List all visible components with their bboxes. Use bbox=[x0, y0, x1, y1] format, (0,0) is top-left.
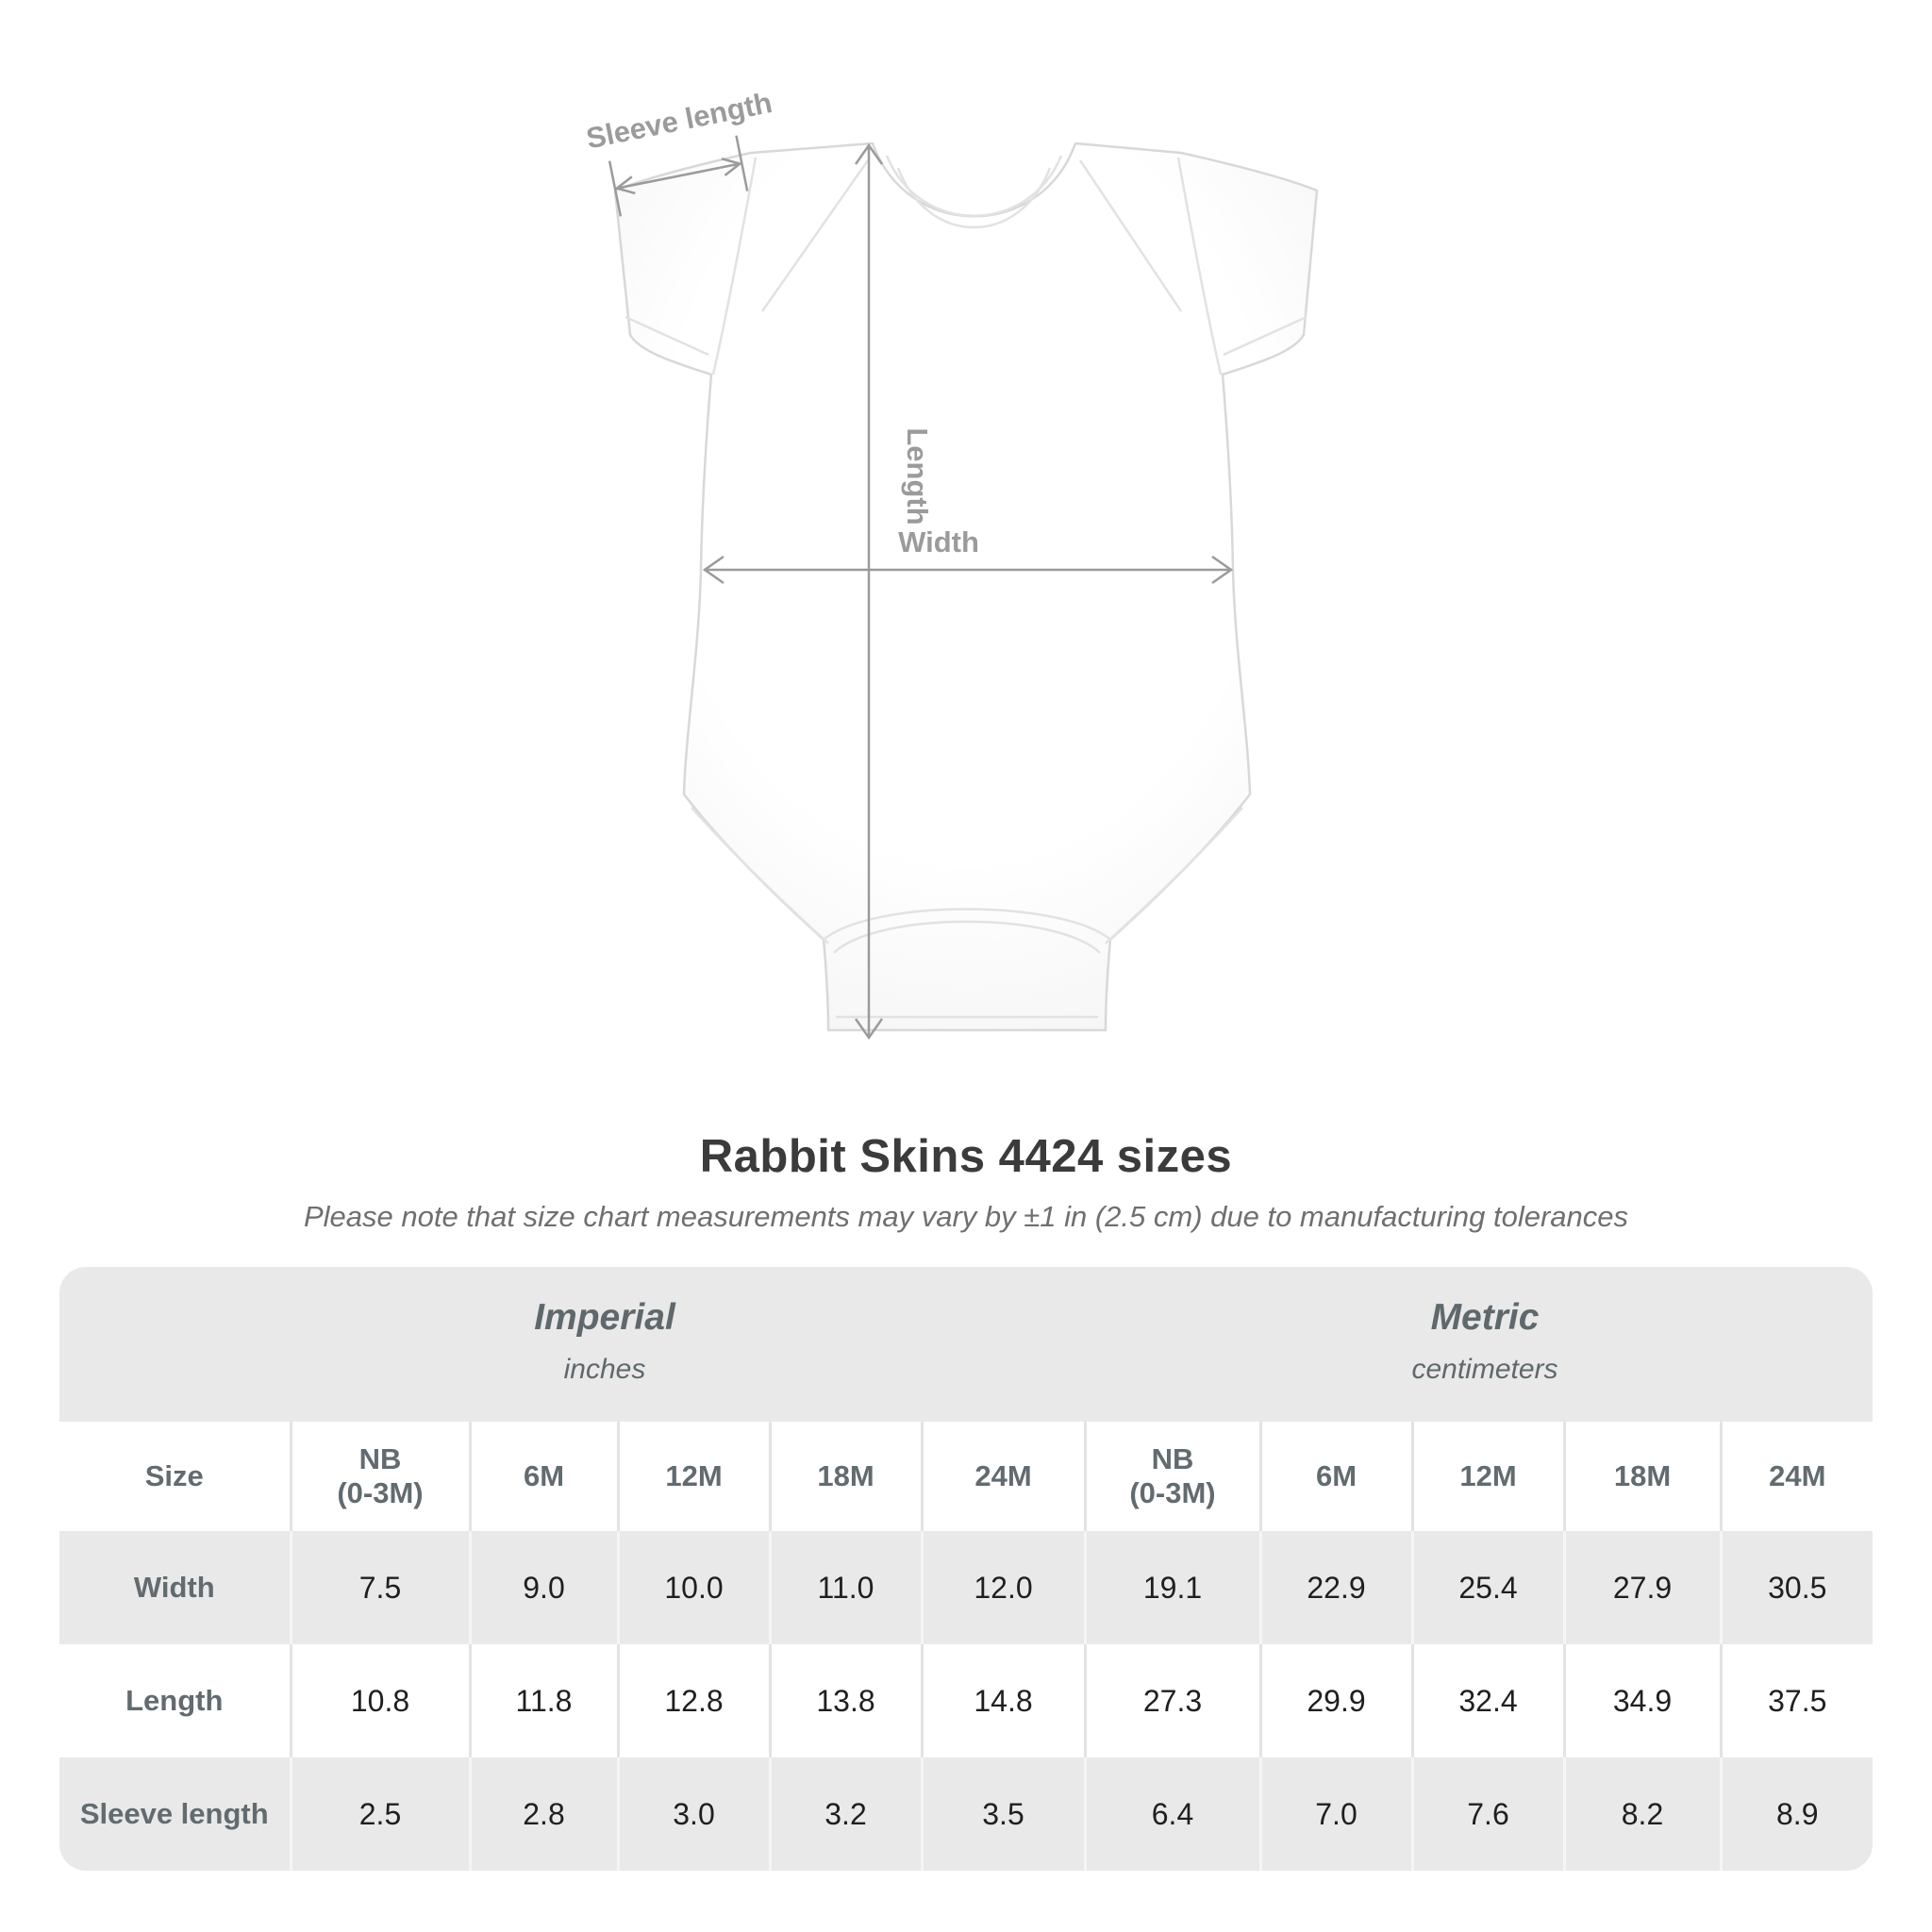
size-header-cell: 12M bbox=[1412, 1422, 1564, 1531]
value-cell: 9.0 bbox=[470, 1531, 618, 1644]
metric-group-header bbox=[1411, 1297, 1557, 1386]
value-cell: 27.9 bbox=[1564, 1531, 1721, 1644]
size-header-row bbox=[59, 1422, 1873, 1531]
length-label: Length bbox=[901, 427, 934, 525]
imperial-label: Imperial bbox=[534, 1297, 675, 1338]
value-cell: 12.0 bbox=[922, 1531, 1085, 1644]
row-label: Length bbox=[59, 1644, 291, 1757]
row-label: Width bbox=[59, 1531, 291, 1644]
page-title: Rabbit Skins 4424 sizes bbox=[699, 1131, 1233, 1182]
size-nb-range: (0-3M) bbox=[337, 1476, 424, 1509]
row-length bbox=[59, 1644, 1873, 1757]
size-header-cell: 18M bbox=[770, 1422, 922, 1531]
value-cell: 3.0 bbox=[618, 1757, 770, 1871]
size-header-cell: 12M bbox=[618, 1422, 770, 1531]
size-header-cell bbox=[1085, 1422, 1260, 1531]
value-cell: 34.9 bbox=[1564, 1644, 1721, 1757]
value-cell: 7.5 bbox=[291, 1531, 470, 1644]
value-cell: 19.1 bbox=[1085, 1531, 1260, 1644]
value-cell: 22.9 bbox=[1260, 1531, 1412, 1644]
value-cell: 3.2 bbox=[770, 1757, 922, 1871]
size-header-cell: 6M bbox=[470, 1422, 618, 1531]
size-header-cell: 18M bbox=[1564, 1422, 1721, 1531]
unit-header-row bbox=[59, 1267, 1873, 1422]
metric-label: Metric bbox=[1430, 1297, 1540, 1338]
value-cell: 32.4 bbox=[1412, 1644, 1564, 1757]
value-cell: 30.5 bbox=[1721, 1531, 1873, 1644]
value-cell: 8.9 bbox=[1721, 1757, 1873, 1871]
size-table bbox=[59, 1267, 1873, 1871]
value-cell: 7.0 bbox=[1260, 1757, 1412, 1871]
value-cell: 7.6 bbox=[1412, 1757, 1564, 1871]
size-header-cell bbox=[291, 1422, 470, 1531]
value-cell: 27.3 bbox=[1085, 1644, 1260, 1757]
size-nb: NB bbox=[358, 1442, 402, 1476]
imperial-group-header bbox=[534, 1297, 675, 1386]
size-header-cell: 24M bbox=[922, 1422, 1085, 1531]
onesie-diagram bbox=[566, 75, 1415, 1094]
value-cell: 12.8 bbox=[618, 1644, 770, 1757]
row-label: Sleeve length bbox=[59, 1757, 291, 1871]
size-header-cell: 24M bbox=[1721, 1422, 1873, 1531]
value-cell: 11.8 bbox=[470, 1644, 618, 1757]
sleeve-length-label: Sleeve length bbox=[583, 85, 775, 156]
value-cell: 6.4 bbox=[1085, 1757, 1260, 1871]
value-cell: 29.9 bbox=[1260, 1644, 1412, 1757]
tolerance-note: Please note that size chart measurements may vary by ±1 in (2.5 cm) due to manufacturing tolerances bbox=[303, 1200, 1629, 1233]
row-width bbox=[59, 1531, 1873, 1644]
imperial-unit: inches bbox=[563, 1354, 646, 1385]
metric-unit: centimeters bbox=[1411, 1354, 1558, 1385]
value-cell: 3.5 bbox=[922, 1757, 1085, 1871]
size-header-cell: 6M bbox=[1260, 1422, 1412, 1531]
value-cell: 2.5 bbox=[291, 1757, 470, 1871]
width-label: Width bbox=[898, 525, 979, 558]
value-cell: 8.2 bbox=[1564, 1757, 1721, 1871]
onesie-graphic bbox=[615, 143, 1317, 1030]
value-cell: 25.4 bbox=[1412, 1531, 1564, 1644]
value-cell: 10.8 bbox=[291, 1644, 470, 1757]
size-col-header: Size bbox=[59, 1422, 291, 1531]
value-cell: 2.8 bbox=[470, 1757, 618, 1871]
value-cell: 10.0 bbox=[618, 1531, 770, 1644]
value-cell: 37.5 bbox=[1721, 1644, 1873, 1757]
value-cell: 11.0 bbox=[770, 1531, 922, 1644]
row-sleeve-length bbox=[59, 1757, 1873, 1871]
size-nb-range: (0-3M) bbox=[1129, 1476, 1216, 1509]
size-nb: NB bbox=[1151, 1442, 1194, 1476]
value-cell: 14.8 bbox=[922, 1644, 1085, 1757]
value-cell: 13.8 bbox=[770, 1644, 922, 1757]
